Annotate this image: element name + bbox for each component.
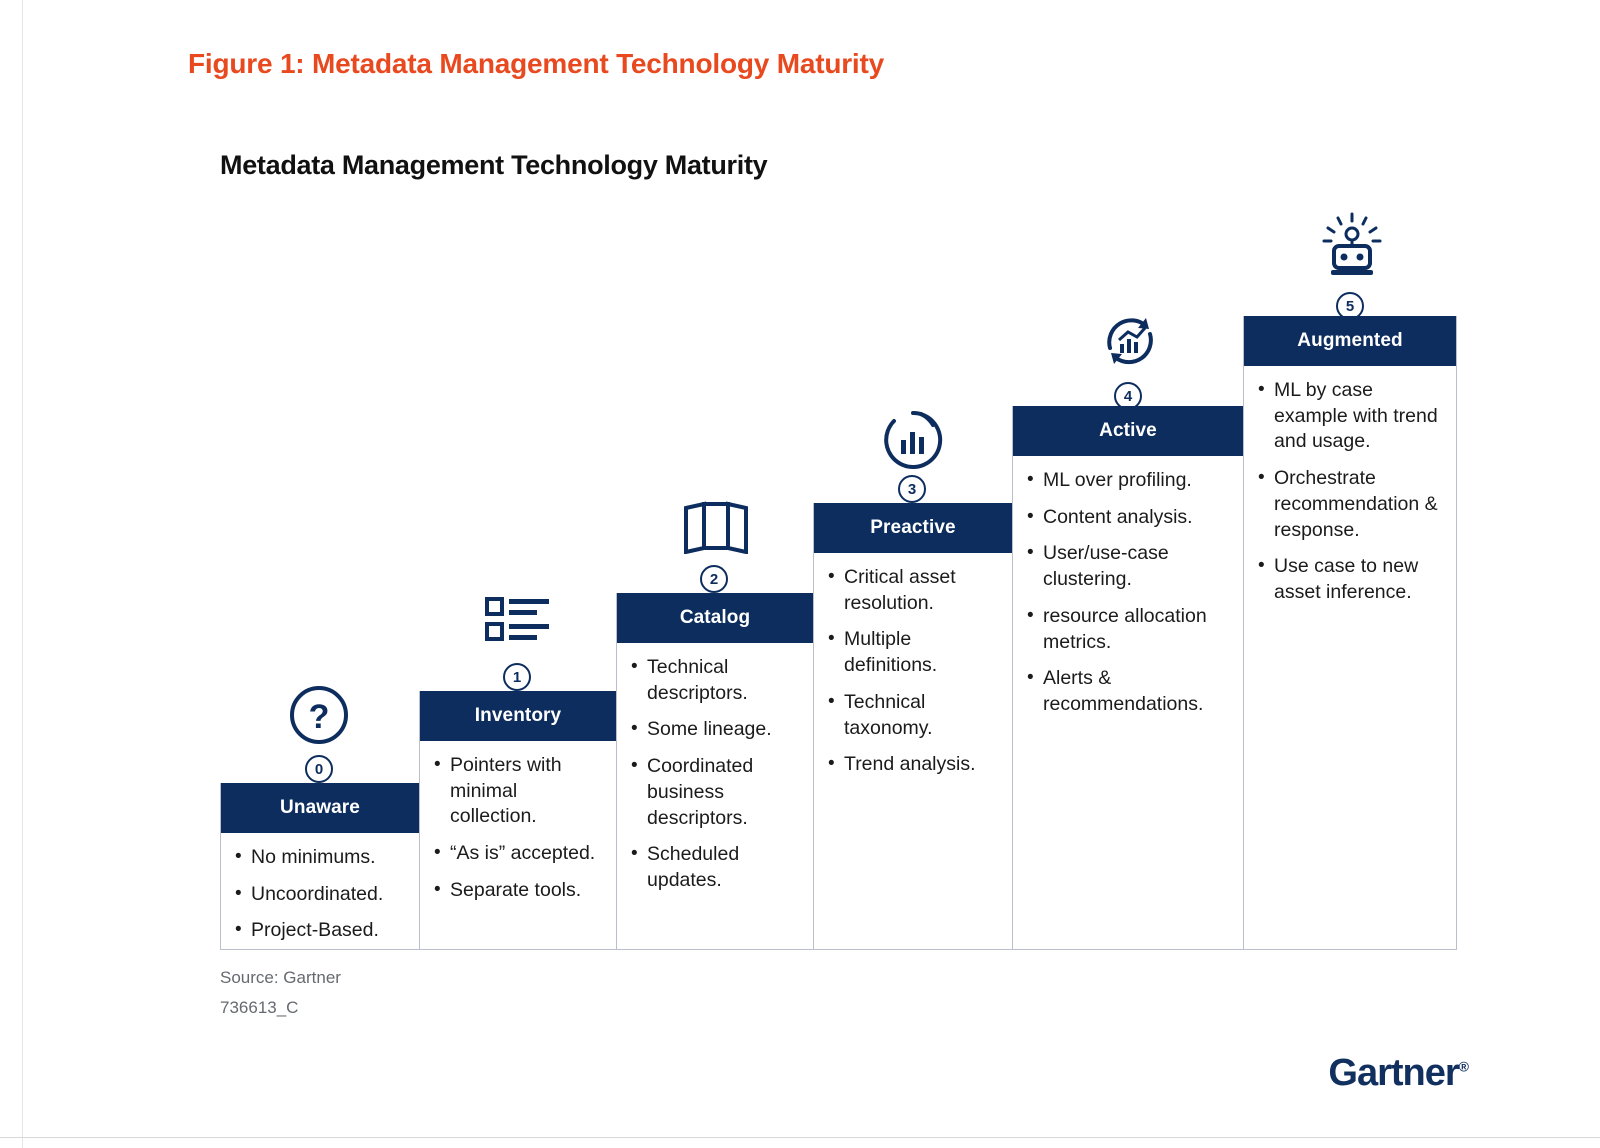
list-item: • Critical asset resolution. (826, 565, 1004, 616)
list-item: • Separate tools. (432, 878, 608, 904)
list-item: • resource allocation metrics. (1025, 604, 1235, 655)
stage-body-unaware (220, 783, 420, 950)
stage-label-augmented: Augmented (1244, 316, 1456, 366)
gartner-wordmark: Gartner (1328, 1052, 1459, 1094)
stage-body-active (1012, 406, 1244, 950)
list-item: • No minimums. (233, 845, 411, 871)
list-item: • Content analysis. (1025, 505, 1235, 531)
question-mark-icon (288, 684, 350, 746)
document-id: 736613_C (220, 998, 299, 1017)
list-item: • Some lineage. (629, 717, 805, 743)
refresh-analytics-icon (1096, 310, 1164, 372)
list-item: • Uncoordinated. (233, 882, 411, 908)
list-item: • Coordinated business descriptors. (629, 754, 805, 831)
stage-preactive[interactable] (813, 402, 1013, 950)
page-bottom-rule (0, 1137, 1600, 1138)
stage-body-preactive (813, 503, 1013, 950)
stage-body-augmented (1243, 316, 1457, 950)
stage-label-active: Active (1013, 406, 1243, 456)
stage-label-catalog: Catalog (617, 593, 813, 643)
gartner-logo (1328, 1052, 1468, 1095)
list-item: • Alerts & recommendations. (1025, 666, 1235, 717)
stage-label-preactive: Preactive (814, 503, 1012, 553)
stage-label-inventory: Inventory (420, 691, 616, 741)
stage-body-inventory (419, 691, 617, 950)
stage-number-4: 4 (1114, 382, 1142, 410)
stage-number-3: 3 (898, 475, 926, 503)
stage-bullets-inventory (432, 753, 608, 904)
stage-number-5: 5 (1336, 292, 1364, 320)
stage-number-2: 2 (700, 565, 728, 593)
stage-augmented[interactable] (1243, 212, 1457, 950)
list-item: • Technical taxonomy. (826, 690, 1004, 741)
stage-inventory[interactable] (419, 580, 617, 950)
stage-active[interactable] (1012, 306, 1244, 950)
stage-bullets-unaware (233, 845, 411, 944)
list-item: • “As is” accepted. (432, 841, 608, 867)
list-item: • User/use-case clustering. (1025, 541, 1235, 592)
list-item: • ML by case example with trend and usage. (1256, 378, 1448, 455)
figure-title: Figure 1: Metadata Management Technology Maturity (188, 48, 884, 79)
stage-bullets-active (1025, 468, 1235, 718)
list-item: • ML over profiling. (1025, 468, 1235, 494)
list-item: • Multiple definitions. (826, 627, 1004, 678)
stage-body-catalog (616, 593, 814, 950)
list-item: • Project-Based. (233, 918, 411, 944)
stage-bullets-augmented (1256, 378, 1448, 606)
robot-icon (1319, 212, 1385, 282)
list-item: • Trend analysis. (826, 752, 1004, 778)
list-item: • Use case to new asset inference. (1256, 554, 1448, 605)
stage-number-0: 0 (305, 755, 333, 783)
list-item: • Technical descriptors. (629, 655, 805, 706)
svg-text:?: ? (308, 698, 330, 736)
stage-label-unaware: Unaware (221, 783, 419, 833)
source-note: Source: Gartner (220, 968, 341, 987)
stage-number-1: 1 (503, 663, 531, 691)
list-icon (485, 594, 553, 646)
list-item: • Orchestrate recommendation & response. (1256, 466, 1448, 543)
stage-catalog[interactable] (616, 492, 814, 950)
registered-mark: ® (1458, 1058, 1468, 1075)
bar-chart-circle-icon (881, 408, 945, 472)
list-item: • Scheduled updates. (629, 842, 805, 893)
book-icon (682, 500, 750, 554)
list-item: • Pointers with minimal collection. (432, 753, 608, 830)
chart-title: Metadata Management Technology Maturity (220, 150, 768, 180)
stage-unaware[interactable] (220, 670, 420, 950)
stage-bullets-catalog (629, 655, 805, 894)
stage-bullets-preactive (826, 565, 1004, 778)
